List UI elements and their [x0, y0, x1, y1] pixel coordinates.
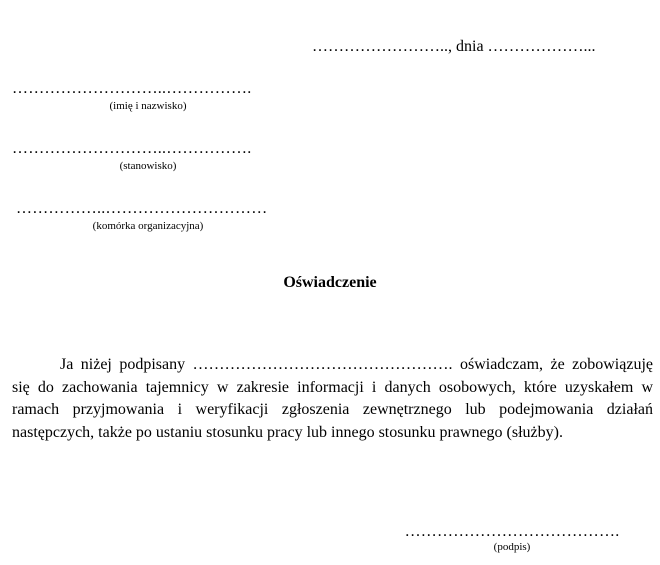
unit-dotted-line: ……………..………………………… — [16, 200, 268, 217]
signature-dotted-line: …………………………………. — [404, 523, 620, 540]
name-dotted-line: ………………………..……………. — [12, 80, 252, 97]
name-field-block — [12, 80, 284, 112]
date-line: …………………….., dnia ………………... — [312, 38, 596, 55]
unit-field-block — [16, 200, 280, 232]
signature-block — [390, 523, 634, 553]
position-caption: (stanowisko) — [119, 160, 177, 172]
position-dotted-line: ………………………..……………. — [12, 140, 252, 157]
position-field-block — [12, 140, 284, 172]
signature-caption: (podpis) — [493, 541, 531, 553]
declaration-paragraph: Ja niżej podpisany …………………………………………. oświadczam, że zobowiązuję się do zachowania tajemnicy w zakresie informacji i danych osobowych, które uzyskałem w ramach przyjmowania i weryfikacji zgłoszenia zewnętrznego lub podejmowania działań następczych, także po ustaniu stosunku pracy lub innego stosunku prawnego (służby). — [12, 356, 653, 441]
unit-caption: (komórka organizacyjna) — [92, 220, 204, 232]
document-title: Oświadczenie — [283, 274, 377, 291]
name-caption: (imię i nazwisko) — [109, 100, 187, 112]
